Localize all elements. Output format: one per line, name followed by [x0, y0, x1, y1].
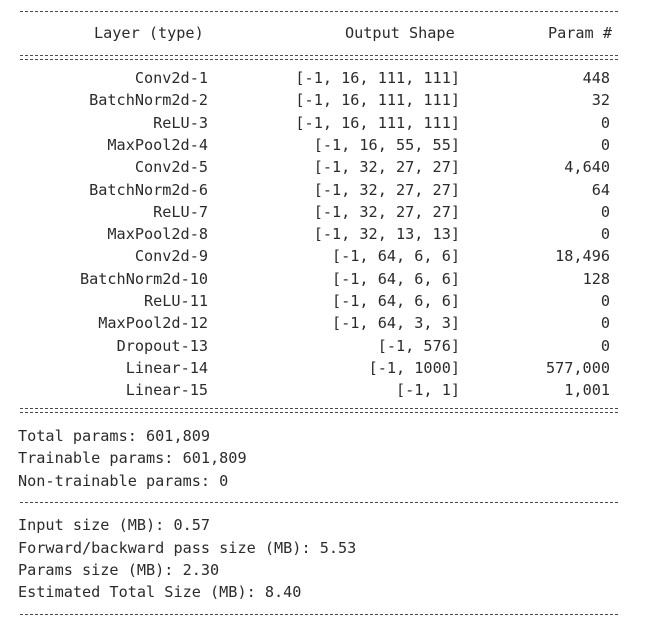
output-shape-cell: [-1, 32, 13, 13]	[313, 225, 460, 244]
layer-name-cell: MaxPool2d-4	[107, 135, 208, 154]
forward-backward-size-line: Forward/backward pass size (MB): 5.53	[18, 539, 357, 557]
layer-name-cell: Conv2d-1	[134, 69, 208, 87]
param-count-cell: 128	[582, 269, 610, 288]
non-trainable-params-line: Non-trainable params: 0	[18, 472, 229, 490]
table-row	[18, 268, 620, 290]
param-count-cell: 0	[600, 292, 610, 310]
header-double-rule	[20, 55, 618, 60]
output-shape-cell: [-1, 1000]	[368, 358, 460, 377]
layer-name-cell: MaxPool2d-12	[98, 314, 208, 333]
total-params-line: Total params: 601,809	[18, 427, 211, 445]
output-shape-cell: [-1, 64, 6, 6]	[331, 269, 460, 288]
output-shape-cell: [-1, 1]	[395, 381, 460, 400]
bottom-rule	[20, 614, 618, 615]
layer-name-cell: ReLU-3	[153, 113, 208, 132]
param-count-cell: 18,496	[555, 247, 610, 266]
param-count-cell: 0	[600, 314, 610, 333]
layer-name-cell: Dropout-13	[116, 336, 208, 355]
params-size-line: Params size (MB): 2.30	[18, 561, 220, 579]
output-shape-cell: [-1, 32, 27, 27]	[313, 202, 460, 221]
output-shape-cell: [-1, 16, 55, 55]	[313, 135, 460, 154]
output-shape-cell: [-1, 16, 111, 111]	[295, 69, 460, 87]
table-row	[18, 112, 620, 134]
layer-name-cell: ReLU-7	[153, 202, 208, 221]
table-row	[18, 134, 620, 156]
param-count-cell: 0	[600, 202, 610, 221]
layer-name-cell: Conv2d-5	[134, 158, 208, 177]
output-shape-cell: [-1, 32, 27, 27]	[313, 180, 460, 199]
table-row	[18, 89, 620, 111]
param-count-cell: 0	[600, 225, 610, 244]
param-count-cell: 4,640	[564, 158, 610, 177]
output-shape-cell: [-1, 16, 111, 111]	[295, 113, 460, 132]
layer-name-cell: Conv2d-9	[134, 247, 208, 266]
table-end-double-rule	[20, 408, 618, 413]
param-count-cell: 64	[591, 180, 610, 199]
param-count-cell: 32	[591, 91, 610, 110]
param-count-cell: 1,001	[564, 381, 610, 400]
trainable-params-line: Trainable params: 601,809	[18, 449, 247, 467]
params-section-rule	[20, 502, 618, 503]
header-output-shape: Output Shape	[345, 24, 455, 42]
output-shape-cell: [-1, 64, 3, 3]	[331, 314, 460, 333]
param-count-cell: 0	[600, 135, 610, 154]
input-size-line: Input size (MB): 0.57	[18, 516, 211, 534]
output-shape-cell: [-1, 16, 111, 111]	[295, 91, 460, 110]
layer-name-cell: MaxPool2d-8	[107, 225, 208, 244]
table-row	[18, 379, 620, 401]
header-layer-type: Layer (type)	[94, 24, 204, 42]
table-header	[18, 22, 620, 44]
param-count-cell: 577,000	[545, 358, 610, 377]
table-row	[18, 223, 620, 245]
layer-name-cell: Linear-14	[125, 358, 208, 377]
output-shape-cell: [-1, 64, 6, 6]	[331, 247, 460, 266]
table-row	[18, 156, 620, 178]
table-row	[18, 312, 620, 334]
top-rule	[20, 11, 618, 12]
table-row	[18, 290, 620, 312]
layer-name-cell: ReLU-11	[143, 292, 208, 310]
layer-name-cell: BatchNorm2d-10	[79, 269, 208, 288]
output-shape-cell: [-1, 32, 27, 27]	[313, 158, 460, 177]
table-row	[18, 335, 620, 357]
header-param-count: Param #	[547, 24, 612, 42]
estimated-total-size-line: Estimated Total Size (MB): 8.40	[18, 583, 302, 601]
table-row	[18, 357, 620, 379]
table-row	[18, 201, 620, 223]
table-row	[18, 179, 620, 201]
layer-name-cell: BatchNorm2d-2	[89, 91, 208, 110]
layer-name-cell: Linear-15	[125, 381, 208, 400]
table-row	[18, 245, 620, 267]
table-row	[18, 67, 620, 89]
param-count-cell: 0	[600, 113, 610, 132]
output-shape-cell: [-1, 576]	[377, 336, 460, 355]
layer-name-cell: BatchNorm2d-6	[89, 180, 208, 199]
param-count-cell: 0	[600, 336, 610, 355]
param-count-cell: 448	[582, 69, 610, 87]
output-shape-cell: [-1, 64, 6, 6]	[331, 292, 460, 310]
